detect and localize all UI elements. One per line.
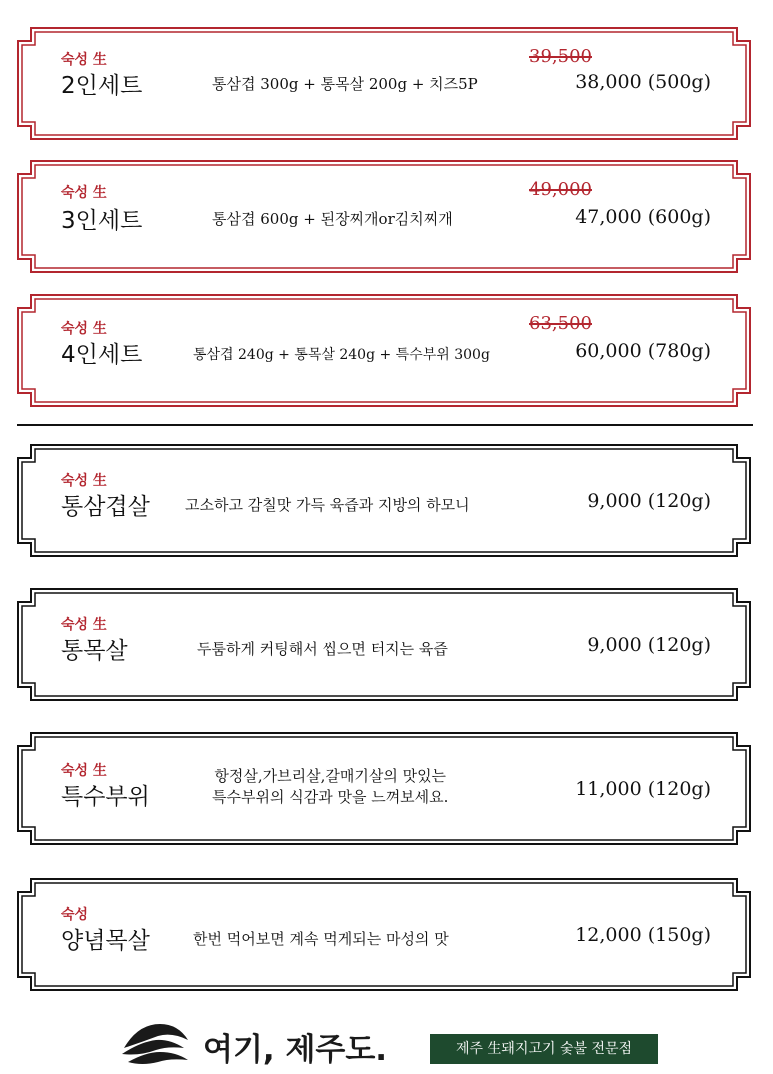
item-description: 두툼하게 커팅해서 씹으면 터지는 육즙 xyxy=(197,640,448,658)
footer xyxy=(0,1012,773,1074)
item-price: 47,000 (600g) xyxy=(575,206,711,228)
brand-name: 여기, 제주도. xyxy=(203,1032,388,1068)
set-card-4 xyxy=(17,294,751,407)
item-name: 2인세트 xyxy=(61,73,143,99)
item-description: 한번 먹어보면 계속 먹게되는 마성의 맛 xyxy=(193,930,449,948)
item-description: 통삼겹 600g + 된장찌개or김치찌개 xyxy=(212,210,453,228)
item-name: 통목살 xyxy=(61,638,128,664)
item-price: 9,000 (120g) xyxy=(587,490,711,512)
original-price: 39,500 xyxy=(529,46,592,67)
single-card-moksal xyxy=(17,588,751,701)
single-card-yangnyeom xyxy=(17,878,751,991)
item-description: 고소하고 감칠맛 가득 육즙과 지방의 하모니 xyxy=(185,496,470,514)
original-price: 49,000 xyxy=(529,179,592,200)
aging-tag: 숙성 生 xyxy=(61,185,107,201)
item-name: 특수부위 xyxy=(61,784,150,810)
item-description: 통삼겹 240g + 통목살 240g + 특수부위 300g xyxy=(193,347,490,363)
set-card-2 xyxy=(17,27,751,140)
aging-tag: 숙성 生 xyxy=(61,617,107,633)
aging-tag: 숙성 生 xyxy=(61,473,107,489)
aging-tag: 숙성 xyxy=(61,907,89,923)
item-price: 11,000 (120g) xyxy=(575,778,711,800)
set-card-3 xyxy=(17,160,751,273)
single-card-samgyeop xyxy=(17,444,751,557)
description-line: 항정살,가브리살,갈매기살의 맛있는 xyxy=(214,767,447,785)
item-name: 양념목살 xyxy=(61,928,150,954)
item-price: 60,000 (780g) xyxy=(575,340,711,362)
item-name: 3인세트 xyxy=(61,208,143,234)
item-name: 4인세트 xyxy=(61,342,143,368)
item-price: 9,000 (120g) xyxy=(587,634,711,656)
item-price: 38,000 (500g) xyxy=(575,71,711,93)
item-name: 통삼겹살 xyxy=(61,494,150,520)
original-price: 63,500 xyxy=(529,313,592,334)
description-line: 특수부위의 식감과 맛을 느껴보세요. xyxy=(212,788,449,806)
item-description xyxy=(212,766,448,808)
single-card-special xyxy=(17,732,751,845)
item-price: 12,000 (150g) xyxy=(575,924,711,946)
aging-tag: 숙성 生 xyxy=(61,52,107,68)
mountain-logo-icon xyxy=(120,1018,192,1068)
section-divider xyxy=(17,424,753,426)
aging-tag: 숙성 生 xyxy=(61,321,107,337)
item-description: 통삼겹 300g + 통목살 200g + 치즈5P xyxy=(212,75,478,93)
aging-tag: 숙성 生 xyxy=(61,763,107,779)
slogan-badge: 제주 生돼지고기 숯불 전문점 xyxy=(430,1034,658,1064)
